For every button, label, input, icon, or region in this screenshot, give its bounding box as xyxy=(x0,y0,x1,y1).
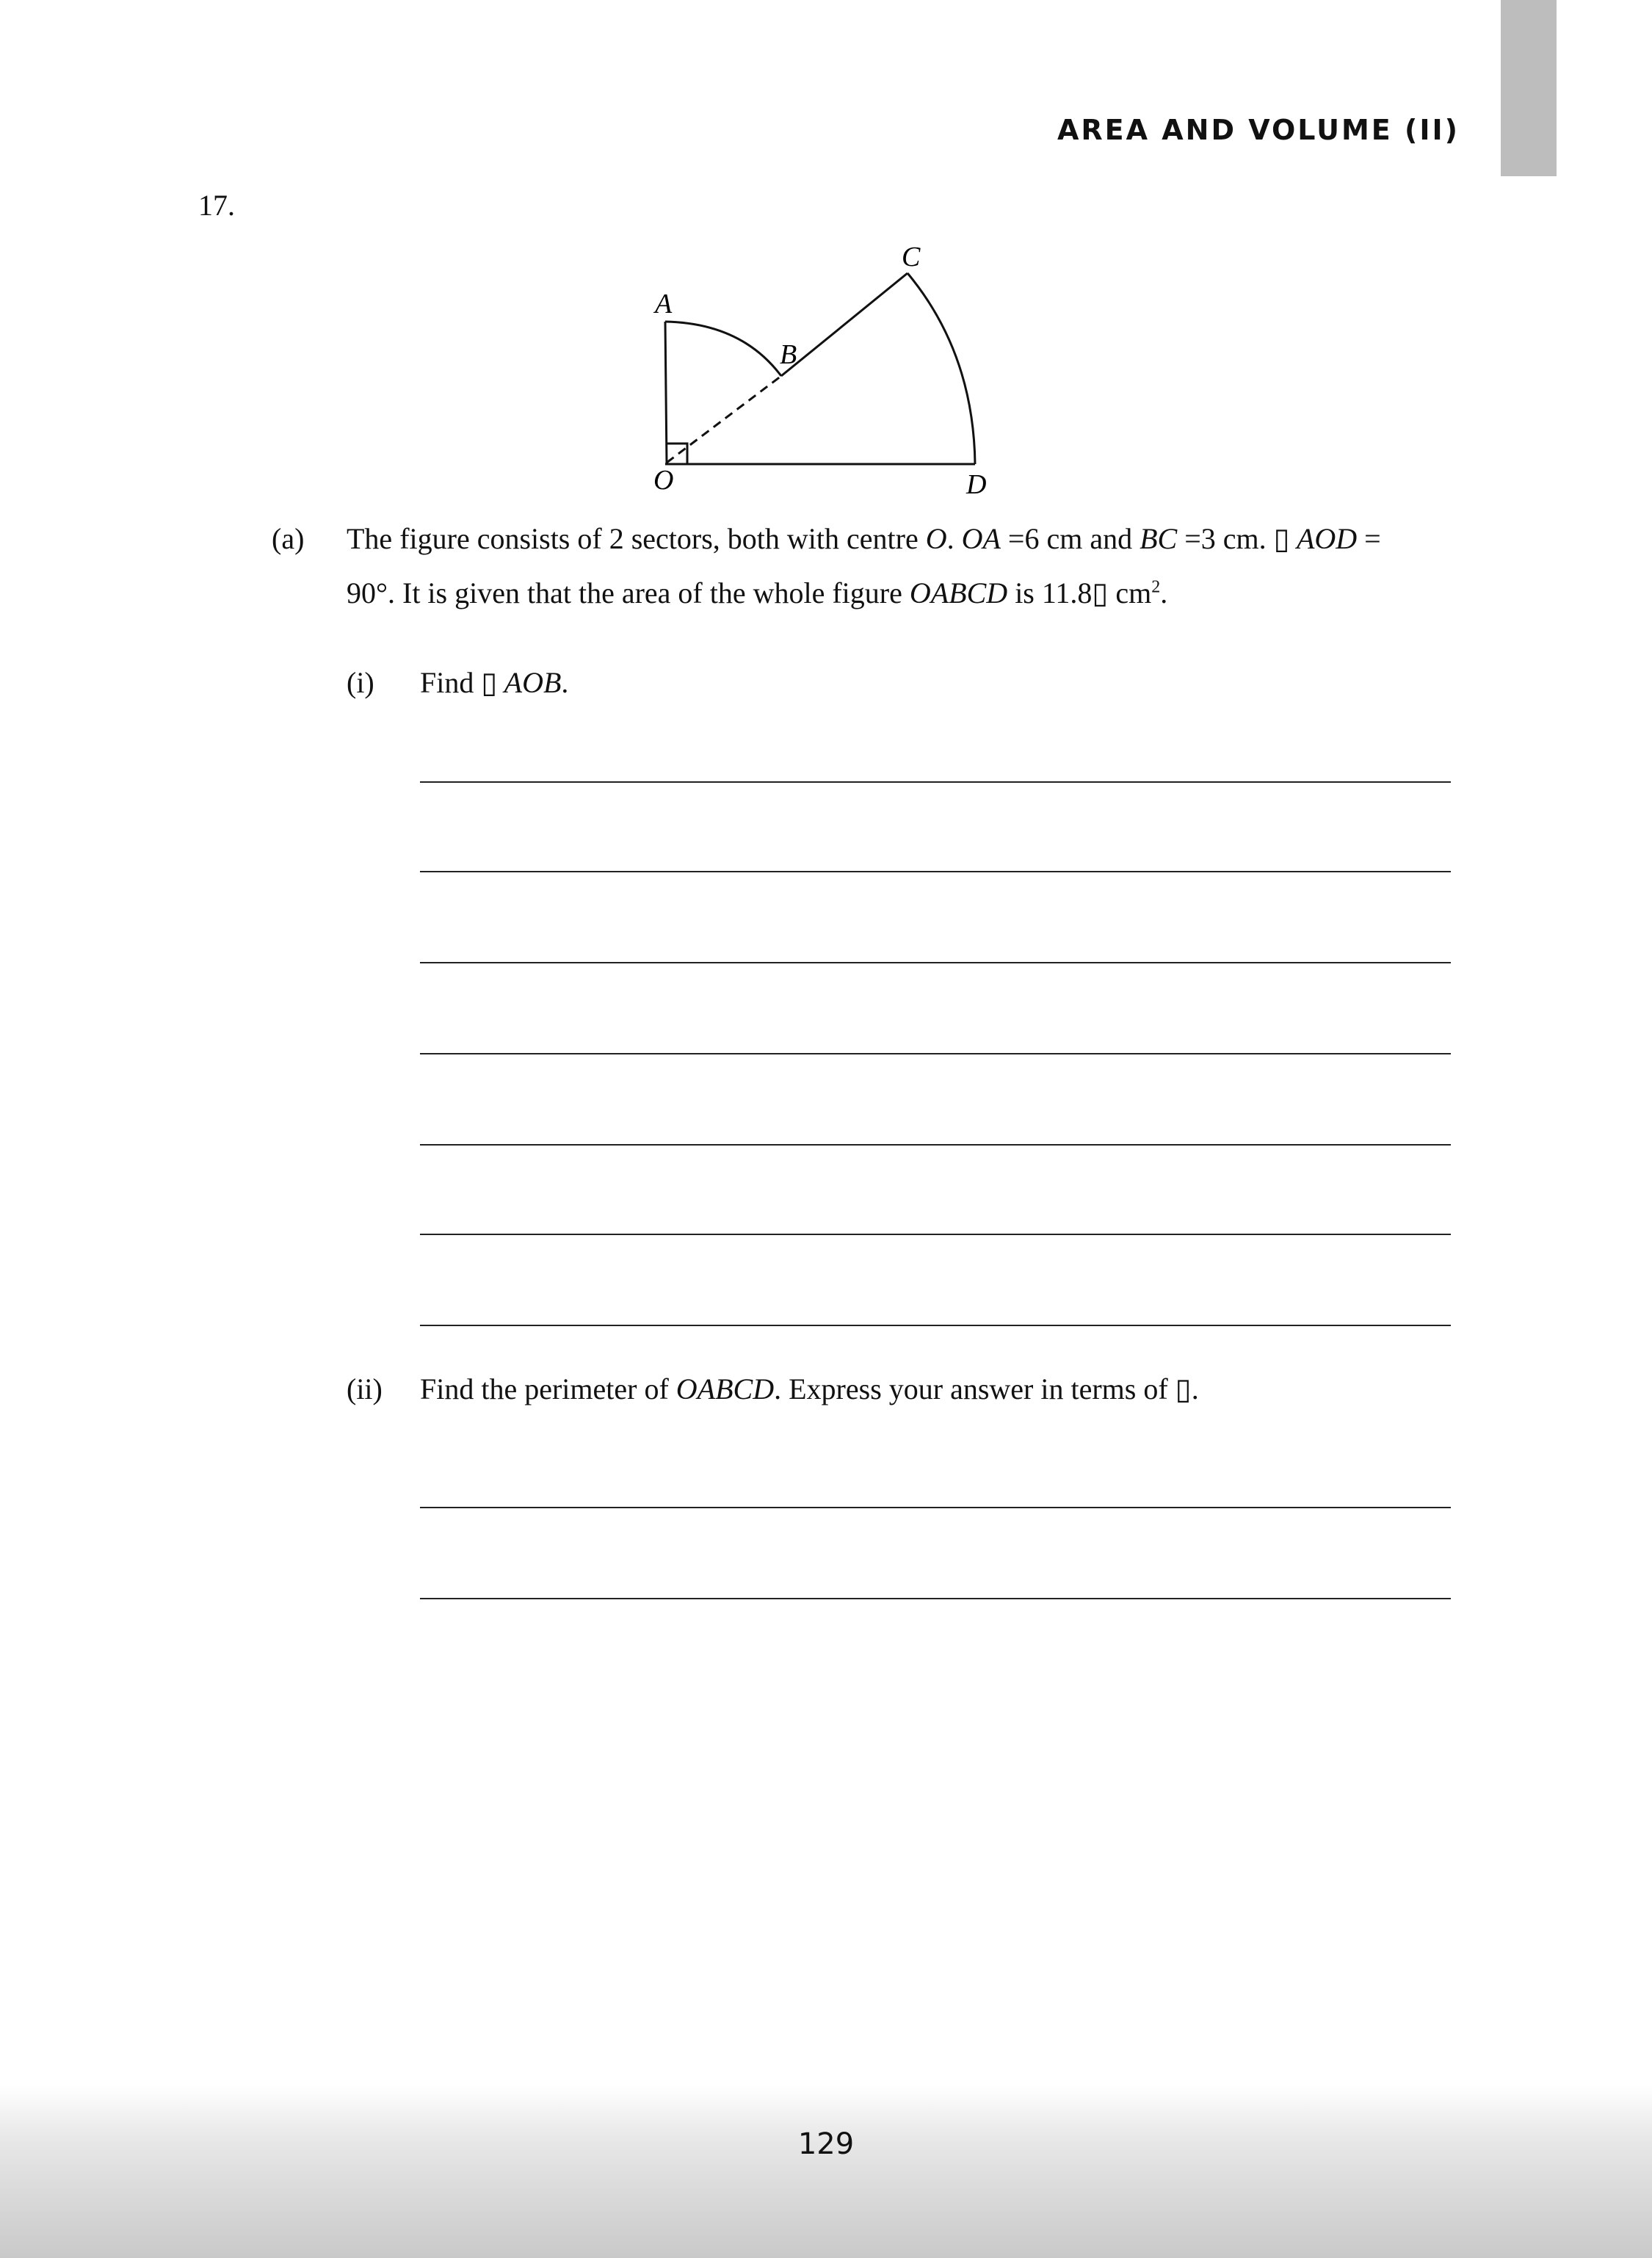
label-B: B xyxy=(780,339,797,370)
var-AOB: AOB xyxy=(497,666,562,699)
var-OABCD: OABCD xyxy=(675,1372,775,1405)
running-header: AREA AND VOLUME (II) xyxy=(1057,114,1460,146)
var-O: O xyxy=(925,522,947,555)
angle-symbol: ▯ xyxy=(1273,522,1290,555)
answer-line[interactable] xyxy=(420,871,1451,872)
sub-i-question xyxy=(420,665,568,700)
part-a-line-1 xyxy=(347,521,1381,556)
answer-line[interactable] xyxy=(420,781,1451,783)
part-a-line-2 xyxy=(347,576,1167,610)
var-OABCD: OABCD xyxy=(909,576,1008,609)
label-C: C xyxy=(902,242,921,272)
var-BC: BC xyxy=(1140,522,1178,555)
segment-OB-dashed xyxy=(667,376,781,463)
text-segment: = xyxy=(1357,522,1381,555)
text-segment: 90°. It is given that the area of the whole figure xyxy=(347,576,910,609)
text-segment: =6 cm and xyxy=(1000,522,1140,555)
sub-i-label: (i) xyxy=(347,666,374,699)
pi-symbol: ▯ xyxy=(1092,576,1109,609)
pi-symbol: ▯ xyxy=(1175,1372,1192,1405)
text-segment: =3 cm. xyxy=(1177,522,1274,555)
answer-line[interactable] xyxy=(420,1325,1451,1326)
text-segment: . xyxy=(1191,1372,1199,1405)
sectors-figure xyxy=(0,0,1652,529)
label-A: A xyxy=(655,289,673,319)
part-a-label: (a) xyxy=(272,522,305,555)
var-AOD: AOD xyxy=(1289,522,1358,555)
var-OA: OA xyxy=(961,522,1001,555)
answer-line[interactable] xyxy=(420,962,1451,963)
sub-ii-label: (ii) xyxy=(347,1372,383,1405)
text-segment: Find xyxy=(420,666,482,699)
segment-OA xyxy=(665,322,667,464)
text-segment: is 11.8 xyxy=(1007,576,1093,609)
answer-line[interactable] xyxy=(420,1234,1451,1235)
answer-line[interactable] xyxy=(420,1144,1451,1146)
label-D: D xyxy=(966,469,987,500)
question-number: 17. xyxy=(198,189,235,222)
sub-ii-question xyxy=(420,1372,1199,1406)
page-number: 129 xyxy=(797,2127,855,2161)
arc-AB xyxy=(665,322,781,376)
label-O: O xyxy=(653,465,674,496)
answer-line[interactable] xyxy=(420,1053,1451,1054)
segment-BC xyxy=(781,273,907,376)
angle-symbol: ▯ xyxy=(481,666,498,699)
answer-line[interactable] xyxy=(420,1507,1451,1508)
answer-line[interactable] xyxy=(420,1598,1451,1599)
arc-CD xyxy=(907,273,975,464)
text-segment: . xyxy=(561,666,569,699)
text-segment: cm xyxy=(1108,576,1152,609)
text-segment: . xyxy=(946,522,962,555)
text-segment: Find the perimeter of xyxy=(420,1372,676,1405)
text-segment: . xyxy=(1160,576,1168,609)
text-segment: The figure consists of 2 sectors, both with centre xyxy=(347,522,926,555)
superscript: 2 xyxy=(1151,577,1161,597)
page-footer-band xyxy=(0,2085,1652,2258)
text-segment: . Express your answer in terms of xyxy=(774,1372,1175,1405)
